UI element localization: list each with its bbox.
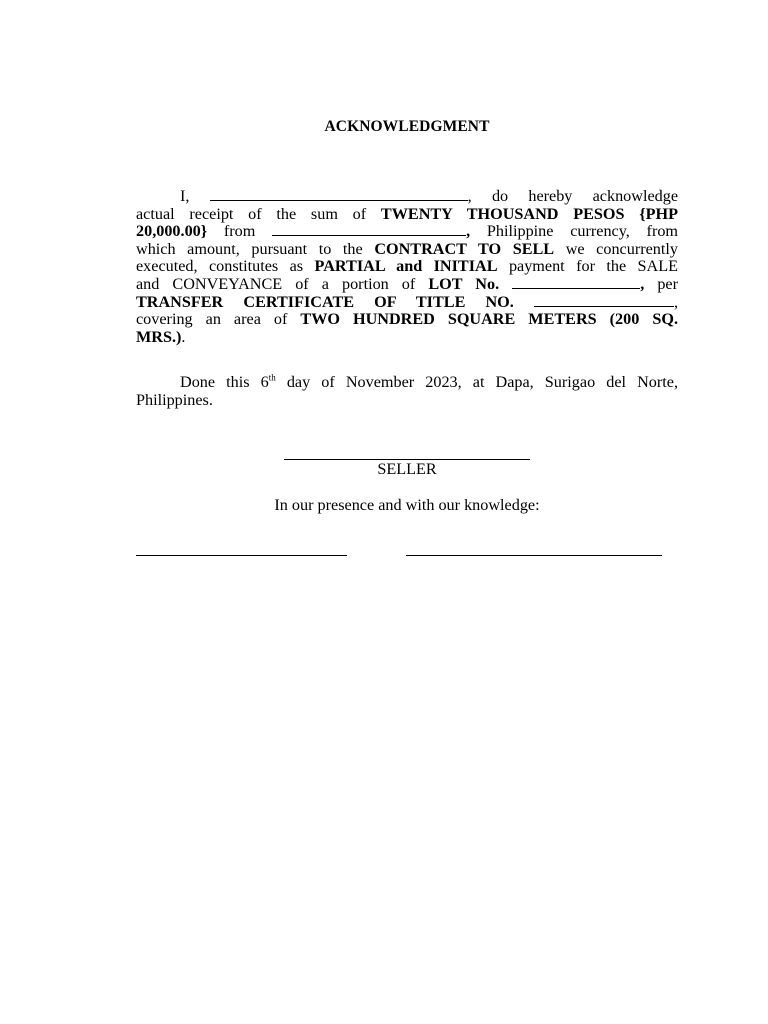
name-blank-line (210, 188, 468, 201)
text-span: day of November 2023, at Dapa, Surigao del Norte, (286, 373, 679, 391)
paragraph-line (136, 392, 678, 410)
text-span: I, (180, 187, 190, 205)
text-span: , (466, 222, 471, 241)
text-span: which amount, pursuant to the (136, 239, 363, 258)
text-span: from (223, 222, 256, 241)
paragraph-line (136, 223, 678, 241)
text-span: , (673, 292, 679, 311)
document-title: ACKNOWLEDGMENT (324, 118, 490, 135)
paragraph-line (136, 276, 678, 294)
text-span: covering an area of (136, 310, 288, 329)
text-span: payment for the SALE (508, 257, 679, 276)
payer-blank-line (272, 223, 466, 236)
witness-intro: In our presence and with our knowledge: (274, 496, 540, 514)
paragraph-line (136, 258, 678, 276)
paragraph-line (136, 188, 678, 206)
paragraph-line (136, 374, 678, 392)
text-span: actual receipt of the sum of (136, 204, 367, 223)
text-span: Philippines. (136, 390, 213, 409)
execution-paragraph (136, 374, 678, 409)
text-span: . (181, 327, 186, 346)
paragraph-line (136, 294, 678, 312)
paragraph-line (136, 329, 678, 347)
acknowledgment-paragraph (136, 188, 678, 346)
tct-label: TRANSFER CERTIFICATE OF TITLE NO. (136, 292, 514, 311)
paragraph-line (136, 311, 678, 329)
payment-type: PARTIAL and INITIAL (314, 257, 498, 276)
witness-signature-line (136, 555, 347, 556)
ordinal-suffix: th (268, 372, 276, 383)
amount-figures: 20,000.00} (136, 222, 208, 241)
paragraph-line (136, 241, 678, 259)
text-span: Philippine currency, from (486, 222, 679, 241)
witness-signature-line (406, 555, 662, 556)
contract-type: CONTRACT TO SELL (374, 239, 555, 258)
paragraph-line (136, 206, 678, 224)
tct-blank-line (534, 294, 674, 307)
text-span: we concurrently (565, 239, 678, 258)
seller-label: SELLER (377, 460, 437, 478)
text-span: executed, constitutes as (136, 257, 304, 276)
lot-label: LOT No. (428, 274, 500, 293)
lot-blank-line (512, 276, 640, 289)
text-span: Done this 6 (180, 373, 269, 391)
text-span: and CONVEYANCE of a portion of (136, 274, 416, 293)
area-words: TWO HUNDRED SQUARE METERS (200 SQ. (300, 310, 678, 329)
text-span: , (640, 274, 645, 293)
text-span: , do hereby acknowledge (467, 187, 679, 205)
text-span: per (657, 274, 678, 293)
amount-words: TWENTY THOUSAND PESOS {PHP (380, 204, 678, 223)
area-unit: MRS.) (136, 327, 182, 346)
